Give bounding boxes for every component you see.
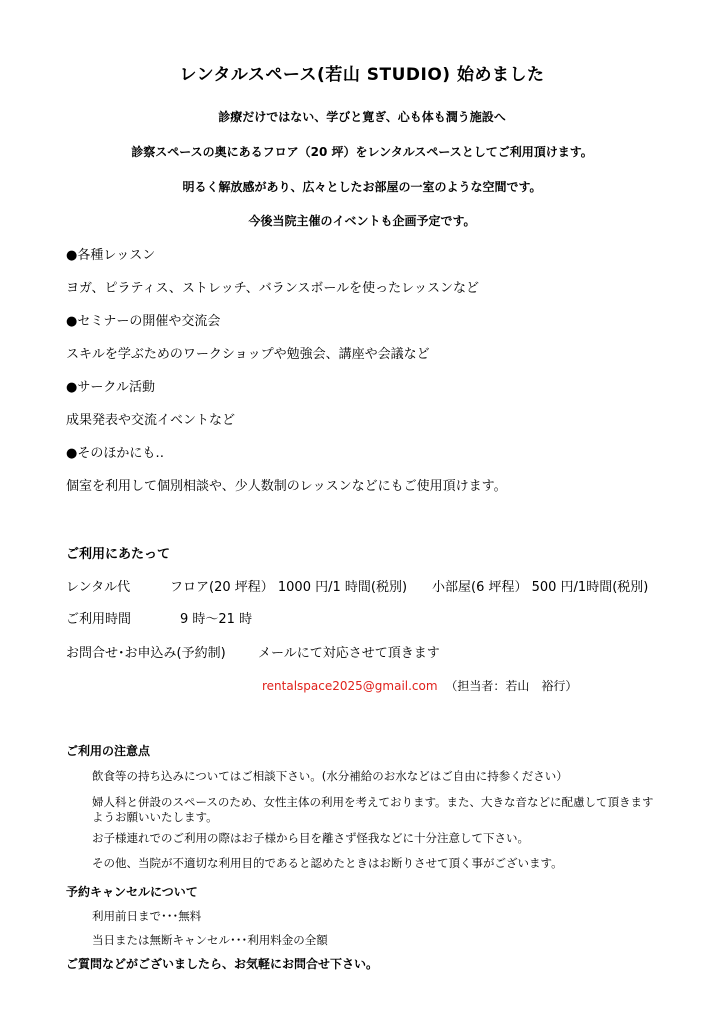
usage-heading: ご利用にあたって (66, 547, 171, 562)
contact-value: メールにて対応させて頂きます (258, 646, 440, 661)
email-link[interactable]: rentalspace2025@gmail.com (262, 679, 438, 693)
hours-label: ご利用時間 (66, 612, 132, 627)
fee-small-room: 小部屋(6 坪程） 500 円/1時間(税別) (432, 580, 649, 595)
contact-row (66, 642, 440, 661)
email-row (262, 677, 577, 694)
note-item: 婦人科と併設のスペースのため、女性主体の利用を考えております。また、大きな音などに配慮して頂きますようお願いいたします。 (92, 795, 654, 824)
use-detail-seminar: スキルを学ぶためのワークショップや勉強会、講座や会議など (66, 347, 430, 362)
note-item: お子様連れでのご利用の際はお子様から目を離さず怪我などに十分注意して下さい。 (92, 831, 529, 845)
fee-row (66, 576, 648, 595)
notes-heading: ご利用の注意点 (66, 744, 151, 758)
use-heading-lessons: ●各種レッスン (66, 248, 156, 263)
cancel-item: 利用前日まで･･･無料 (92, 909, 202, 923)
hours-value: 9 時～21 時 (180, 612, 253, 627)
intro-line-3: 明るく解放感があり、広々としたお部屋の一室のような空間です。 (182, 180, 542, 194)
intro-line-2: 診察スペースの奥にあるフロア（20 坪）をレンタルスペースとしてご利用頂けます。 (131, 145, 593, 159)
intro-line-4: 今後当院主催のイベントも企画予定です。 (248, 214, 476, 228)
fee-label: レンタル代 (66, 580, 131, 595)
fee-floor: フロア(20 坪程） 1000 円/1 時間(税別) (170, 580, 408, 595)
contact-person: （担当者：若山 裕行） (445, 679, 578, 693)
use-heading-other: ●そのほかにも‥ (66, 446, 165, 461)
cancel-item: 当日または無断キャンセル･･･利用料金の全額 (92, 933, 328, 947)
page-title: レンタルスペース(若山 STUDIO) 始めました (179, 65, 545, 85)
use-detail-circle: 成果発表や交流イベントなど (66, 413, 236, 428)
hours-row (66, 608, 252, 627)
note-item: 飲食等の持ち込みについてはご相談下さい。(水分補給のお水などはご自由に持参ください） (92, 769, 568, 783)
use-detail-lessons: ヨガ、ピラティス、ストレッチ、バランスボールを使ったレッスンなど (66, 281, 480, 296)
cancel-heading: 予約キャンセルについて (66, 885, 198, 899)
intro-line-1: 診療だけではない、学びと寛ぎ、心も体も潤う施設へ (218, 110, 506, 124)
contact-label: お問合せ･お申込み(予約制) (66, 646, 226, 661)
note-item: その他、当院が不適切な利用目的であると認めたときはお断りさせて頂く事がございます。 (92, 856, 563, 870)
closing-text: ご質問などがございましたら、お気軽にお問合せ下さい。 (66, 957, 379, 971)
use-heading-circle: ●サークル活動 (66, 380, 155, 395)
use-heading-seminar: ●セミナーの開催や交流会 (66, 314, 221, 329)
use-detail-other: 個室を利用して個別相談や、少人数制のレッスンなどにもご使用頂けます。 (66, 479, 507, 494)
